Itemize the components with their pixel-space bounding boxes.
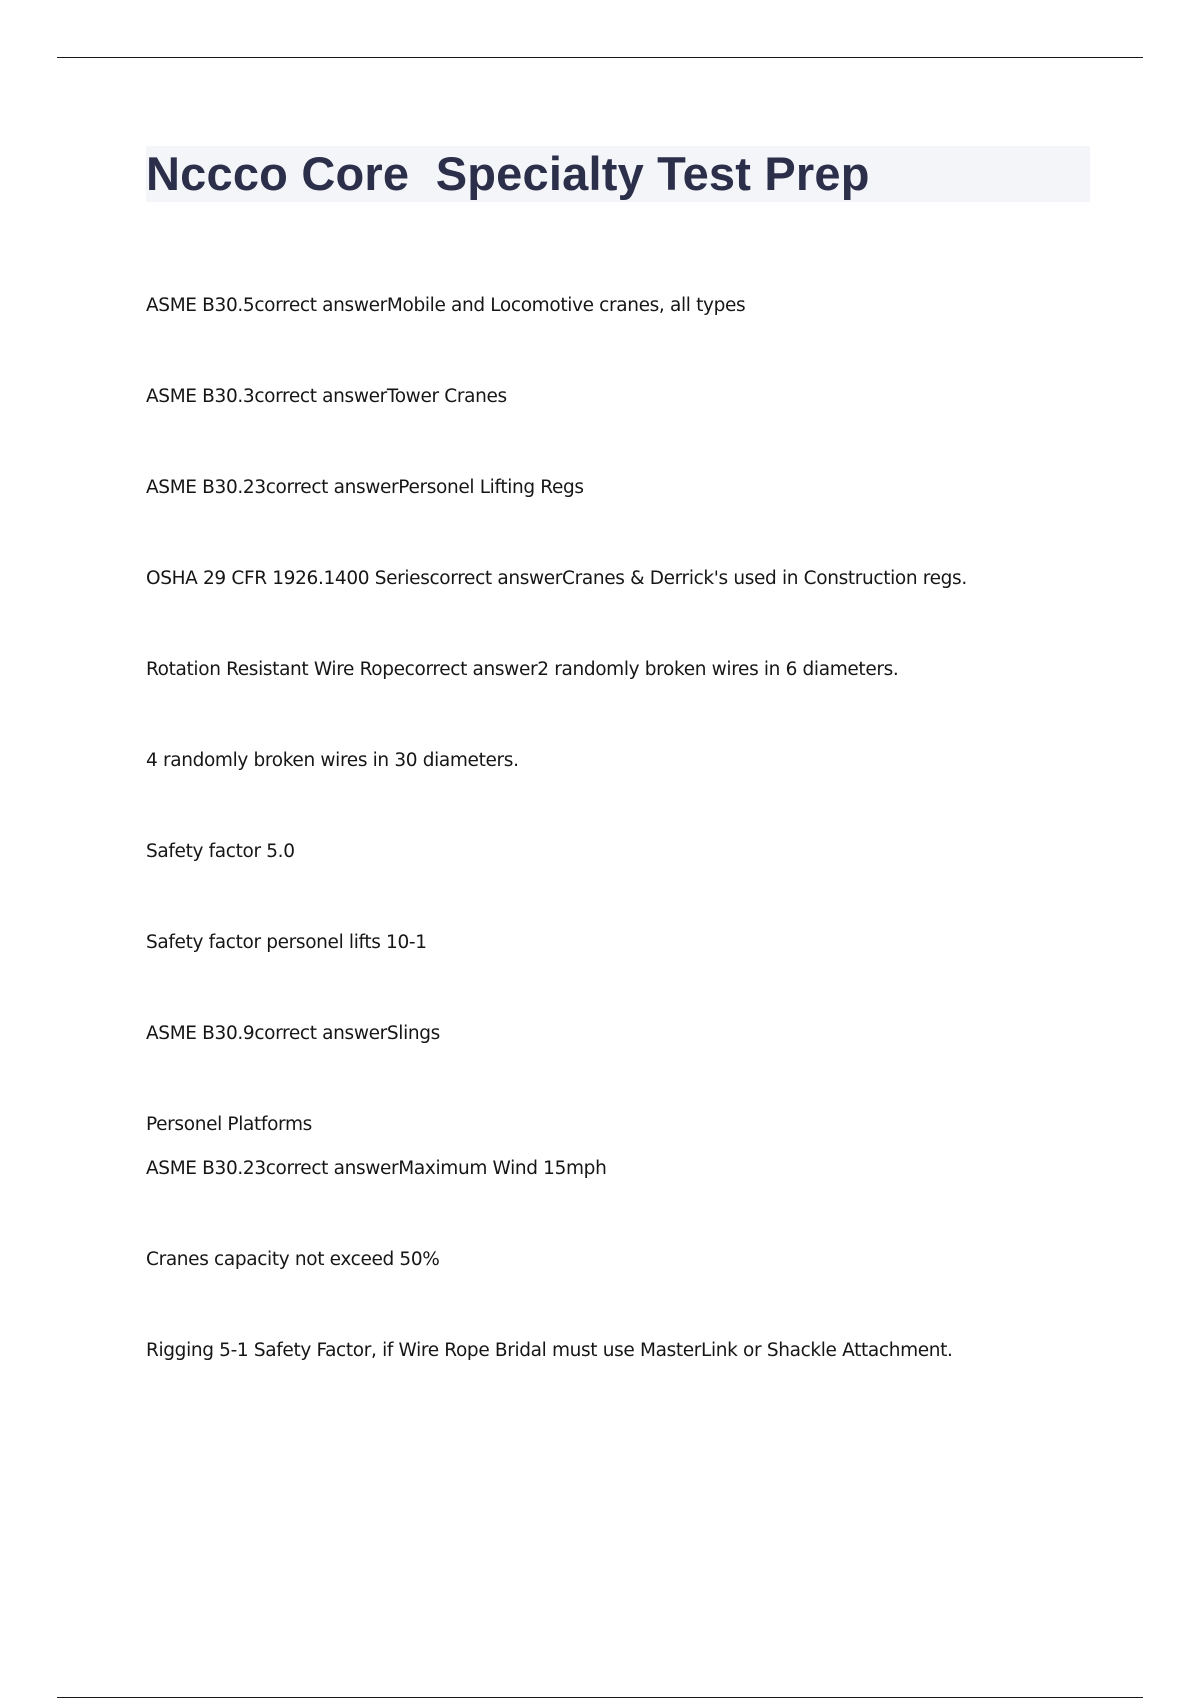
- text-line-3: ASME B30.23correct answerPersonel Lifting Regs: [146, 477, 584, 498]
- text-line-10: Personel Platforms: [146, 1114, 312, 1135]
- bottom-rule: [57, 1697, 1143, 1698]
- text-line-9: ASME B30.9correct answerSlings: [146, 1023, 440, 1044]
- text-line-1: ASME B30.5correct answerMobile and Locomotive cranes, all types: [146, 295, 746, 316]
- text-line-2: ASME B30.3correct answerTower Cranes: [146, 386, 507, 407]
- text-line-11: ASME B30.23correct answerMaximum Wind 15mph: [146, 1158, 607, 1179]
- top-rule: [57, 57, 1143, 58]
- text-line-7: Safety factor 5.0: [146, 841, 295, 862]
- text-line-12: Cranes capacity not exceed 50%: [146, 1249, 440, 1270]
- text-line-5: Rotation Resistant Wire Ropecorrect answer2 randomly broken wires in 6 diameters.: [146, 659, 899, 680]
- page-title: Nccco Core Specialty Test Prep: [146, 147, 870, 200]
- text-line-6: 4 randomly broken wires in 30 diameters.: [146, 750, 519, 771]
- text-line-4: OSHA 29 CFR 1926.1400 Seriescorrect answerCranes & Derrick's used in Construction regs.: [146, 568, 967, 589]
- text-line-13: Rigging 5-1 Safety Factor, if Wire Rope Bridal must use MasterLink or Shackle Attachment.: [146, 1340, 953, 1361]
- text-line-8: Safety factor personel lifts 10-1: [146, 932, 427, 953]
